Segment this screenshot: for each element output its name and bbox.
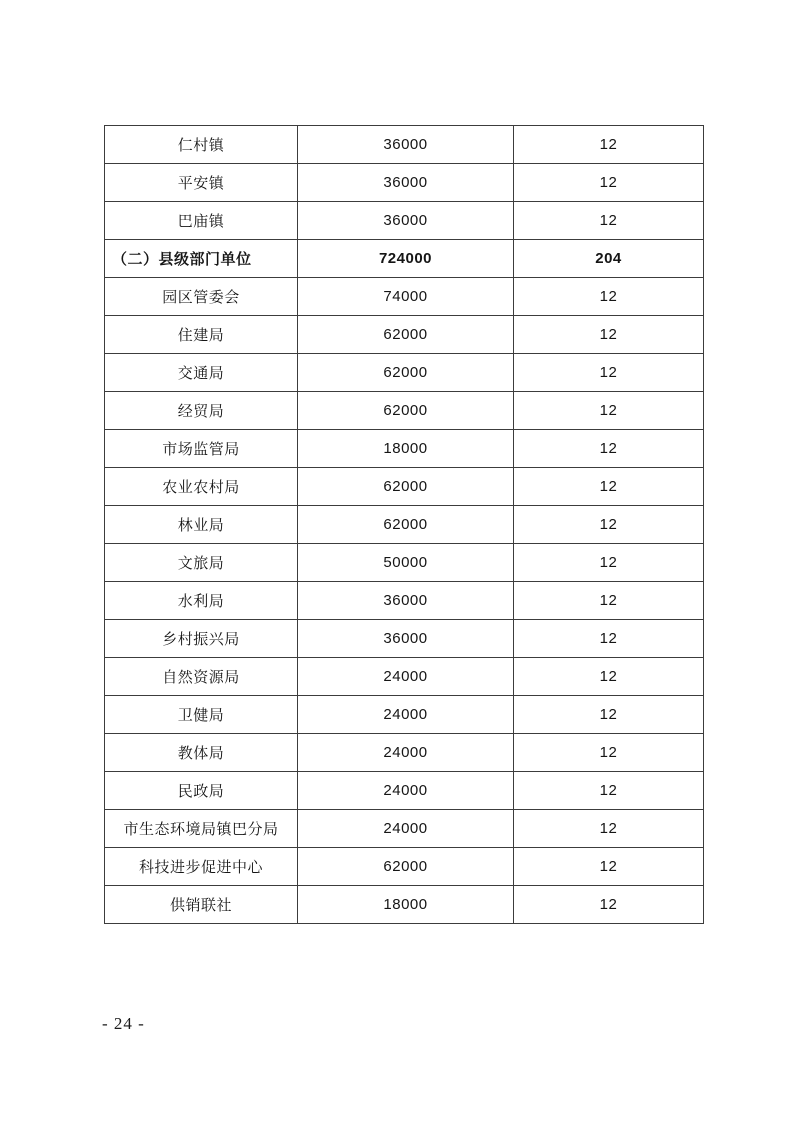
unit-cell: 民政局 [105, 772, 298, 810]
page-number: - 24 - [102, 1014, 145, 1033]
amount-cell: 24000 [298, 658, 514, 696]
amount-cell: 24000 [298, 696, 514, 734]
count-cell: 12 [514, 430, 704, 468]
unit-cell: 供销联社 [105, 886, 298, 924]
count-cell: 12 [514, 316, 704, 354]
unit-cell: （二）县级部门单位 [105, 240, 298, 278]
table-row [105, 658, 704, 696]
amount-cell: 50000 [298, 544, 514, 582]
count-cell: 12 [514, 468, 704, 506]
unit-cell: 住建局 [105, 316, 298, 354]
count-cell: 12 [514, 810, 704, 848]
unit-cell: 市生态环境局镇巴分局 [105, 810, 298, 848]
unit-cell: 平安镇 [105, 164, 298, 202]
table-row [105, 734, 704, 772]
unit-cell: 教体局 [105, 734, 298, 772]
table-row [105, 772, 704, 810]
amount-cell: 724000 [298, 240, 514, 278]
table-row [105, 316, 704, 354]
amount-cell: 62000 [298, 354, 514, 392]
unit-cell: 科技进步促进中心 [105, 848, 298, 886]
table-row [105, 278, 704, 316]
count-cell: 12 [514, 886, 704, 924]
count-cell: 12 [514, 278, 704, 316]
table-row [105, 430, 704, 468]
amount-cell: 36000 [298, 164, 514, 202]
count-cell: 204 [514, 240, 704, 278]
amount-cell: 24000 [298, 810, 514, 848]
table-row [105, 202, 704, 240]
amount-cell: 62000 [298, 392, 514, 430]
budget-table [104, 125, 704, 924]
table-row [105, 506, 704, 544]
amount-cell: 18000 [298, 430, 514, 468]
count-cell: 12 [514, 696, 704, 734]
count-cell: 12 [514, 582, 704, 620]
count-cell: 12 [514, 734, 704, 772]
amount-cell: 62000 [298, 506, 514, 544]
amount-cell: 62000 [298, 316, 514, 354]
amount-cell: 36000 [298, 126, 514, 164]
table-row [105, 582, 704, 620]
table-row [105, 468, 704, 506]
unit-cell: 自然资源局 [105, 658, 298, 696]
table-row [105, 392, 704, 430]
count-cell: 12 [514, 848, 704, 886]
unit-cell: 文旅局 [105, 544, 298, 582]
unit-cell: 林业局 [105, 506, 298, 544]
unit-cell: 园区管委会 [105, 278, 298, 316]
unit-cell: 卫健局 [105, 696, 298, 734]
table-row [105, 810, 704, 848]
amount-cell: 18000 [298, 886, 514, 924]
table-body [105, 126, 704, 924]
unit-cell: 经贸局 [105, 392, 298, 430]
table-row [105, 848, 704, 886]
unit-cell: 乡村振兴局 [105, 620, 298, 658]
unit-cell: 水利局 [105, 582, 298, 620]
count-cell: 12 [514, 164, 704, 202]
count-cell: 12 [514, 658, 704, 696]
table-row [105, 126, 704, 164]
unit-cell: 市场监管局 [105, 430, 298, 468]
count-cell: 12 [514, 202, 704, 240]
unit-cell: 仁村镇 [105, 126, 298, 164]
unit-cell: 交通局 [105, 354, 298, 392]
amount-cell: 62000 [298, 468, 514, 506]
table-row [105, 164, 704, 202]
count-cell: 12 [514, 392, 704, 430]
count-cell: 12 [514, 354, 704, 392]
count-cell: 12 [514, 506, 704, 544]
table-row [105, 544, 704, 582]
amount-cell: 62000 [298, 848, 514, 886]
table-row [105, 696, 704, 734]
table-row [105, 620, 704, 658]
table-row [105, 354, 704, 392]
section-row [105, 240, 704, 278]
amount-cell: 36000 [298, 202, 514, 240]
count-cell: 12 [514, 126, 704, 164]
count-cell: 12 [514, 772, 704, 810]
count-cell: 12 [514, 544, 704, 582]
count-cell: 12 [514, 620, 704, 658]
table-row [105, 886, 704, 924]
amount-cell: 24000 [298, 772, 514, 810]
amount-cell: 36000 [298, 582, 514, 620]
amount-cell: 36000 [298, 620, 514, 658]
amount-cell: 24000 [298, 734, 514, 772]
amount-cell: 74000 [298, 278, 514, 316]
unit-cell: 农业农村局 [105, 468, 298, 506]
unit-cell: 巴庙镇 [105, 202, 298, 240]
